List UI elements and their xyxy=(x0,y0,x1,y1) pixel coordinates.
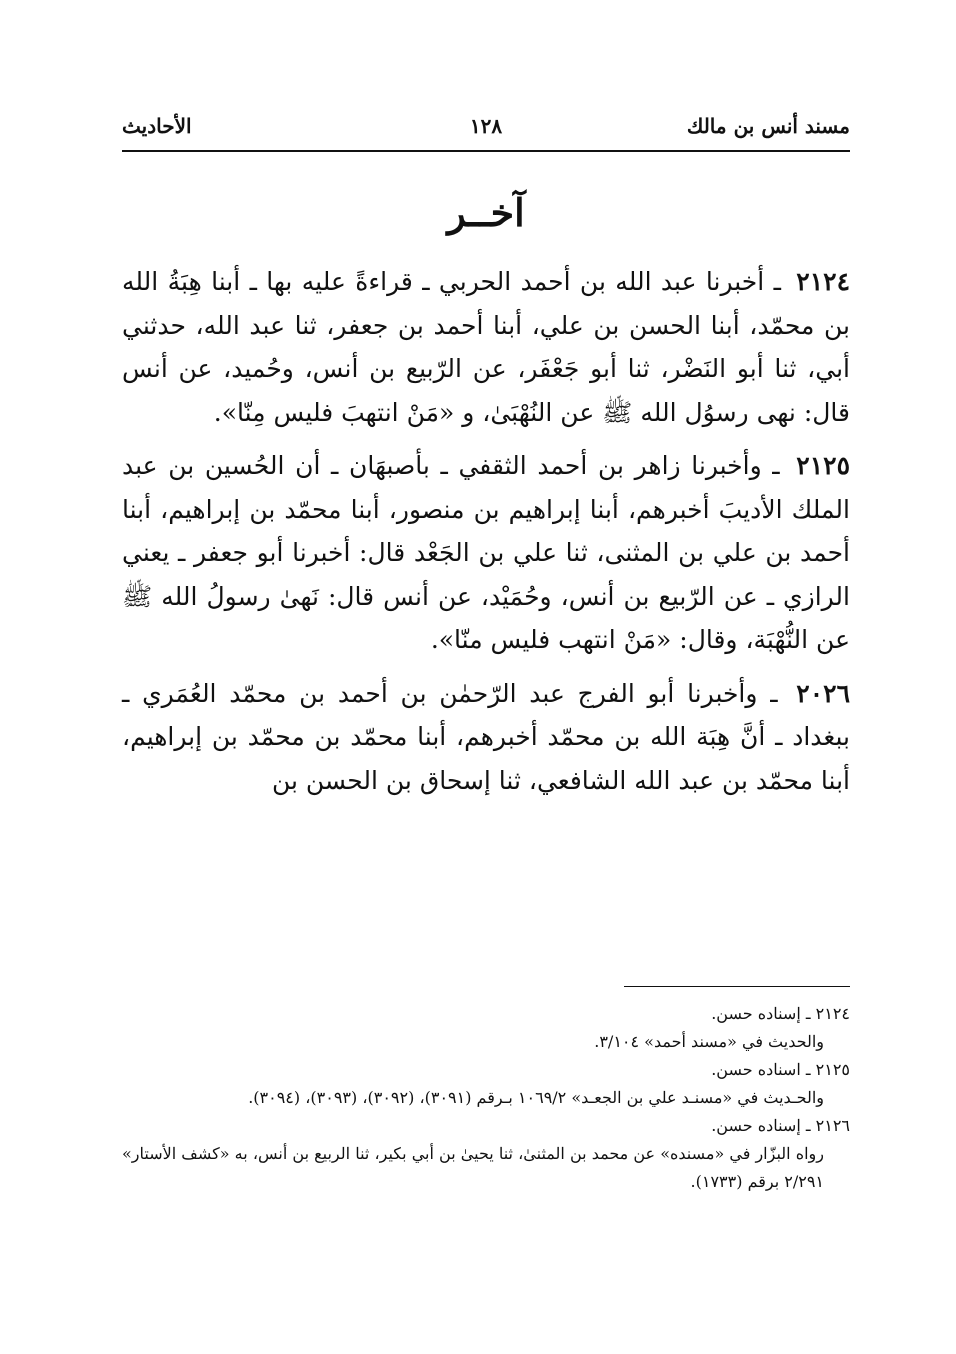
footnote-body: والحديث في «مسند أحمد» ٣/١٠٤. xyxy=(594,1032,824,1051)
hadith-entry xyxy=(122,260,850,434)
section-title: آخــر xyxy=(447,190,525,235)
footnote-head: ٢١٢٤ ـ إسناده حسن. xyxy=(711,1004,850,1023)
footnote-head: ٢١٢٥ ـ اسناده حسن. xyxy=(711,1060,850,1079)
page-number: ١٢٨ xyxy=(469,114,503,138)
hadith-number: ٢٠٢٦ xyxy=(796,678,850,708)
footnote-divider xyxy=(624,986,850,987)
hadith-text: ـ أخبرنا عبد الله بن أحمد الحربي ـ قراءةً عليه بها ـ أبنا هِبَةُ الله بن محمّد، أبنا الحسن بن علي، أبنا أحمد بن جعفر، ثنا عبد الله، حدثني أبي، ثنا أبو النَضْر، ثنا أبو جَعْفَر، عن الرّبيع بن أنس، وحُميد، عن أنس قال: نهى رسوُل الله ﷺ عن النُهْبَىٰ، و «مَنْ انتهبَ فليس مِنّا». xyxy=(122,267,850,427)
book-page xyxy=(122,100,850,1320)
hadith-number: ٢١٢٤ xyxy=(796,267,851,296)
footnotes xyxy=(122,1000,850,1196)
header-divider xyxy=(122,150,850,152)
footnote-body: رواه البزّار في «مسنده» عن محمد بن المثنىٰ، ثنا يحيىٰ بن أبي بكير، ثنا الربيع بن أنس، به «كشف الأستار» ٢/٢٩١ برقم (١٧٣٣). xyxy=(122,1144,825,1191)
hadith-body xyxy=(122,260,850,812)
hadith-number: ٢١٢٥ xyxy=(796,451,850,480)
hadith-text: ـ وأخبرنا زاهر بن أحمد الثقفي ـ بأصبهَان ـ أن الحُسين بن عبد الملك الأديبَ أخبرهم، أبنا إبراهيم بن منصور، أبنا محمّد بن إبراهيم، أبنا أحمد بن علي بن المثنى، ثنا علي بن الجَعْد قال: أخبرنا أبو جعفر ـ يعني الرازي ـ عن الرّبيع بن أنس، وحُمَيْد، عن أنس قال: نَهىٰ رسولُ الله ﷺ عن النُّهْبَة، وقال: «مَنْ انتهب فليس منّا». xyxy=(122,451,850,654)
footnote-body: والحـديث في «مسنـد علي بن الجعـد» ١٠٦٩/٢ بـرقم (٣٠٩١)، (٣٠٩٢)، (٣٠٩٣)، (٣٠٩٤). xyxy=(248,1088,824,1107)
hadith-entry xyxy=(122,444,850,662)
running-header xyxy=(122,114,850,144)
footnote-head: ٢١٢٦ ـ إسناده حسن. xyxy=(711,1116,850,1135)
header-section-name: الأحاديث xyxy=(122,114,192,138)
header-book-title: مسند أنس بن مالك xyxy=(686,114,850,138)
hadith-entry xyxy=(122,672,850,803)
hadith-text: ـ وأخبرنا أبو الفرج عبد الرّحمٰن بن أحمد بن محمّد العُمَري ـ ببغداد ـ أنَّ هِبَة الله بن محمّد أخبرهم، أبنا محمّد بن محمّد بن إبراهيم، أبنا محمّد بن عبد الله الشافعي، ثنا إسحاق بن الحسن بن xyxy=(122,678,850,795)
